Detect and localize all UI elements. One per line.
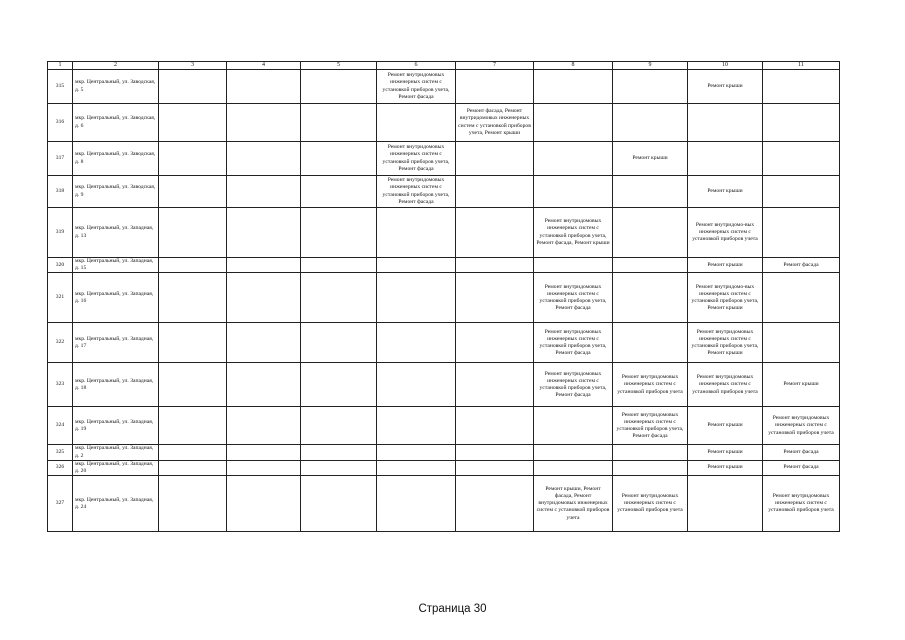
row-number-cell: 327	[48, 476, 73, 532]
work-cell-col7	[456, 323, 534, 363]
work-cell-col11	[763, 273, 840, 323]
work-cell-col9: Ремонт крыши	[613, 142, 688, 176]
column-number: 9	[613, 62, 688, 70]
work-cell-col5	[301, 258, 377, 273]
work-cell-col10: Ремонт внутридомовых инженерных систем с установкой приборов учета	[688, 363, 763, 407]
work-cell-col6	[377, 208, 456, 258]
table-row	[48, 363, 840, 407]
work-cell-col3	[159, 323, 227, 363]
work-cell-col11	[763, 176, 840, 208]
work-cell-col4	[227, 407, 301, 445]
work-cell-col8: Ремонт внутридомовых инженерных систем с установкой приборов учета, Ремонт фасада	[534, 273, 613, 323]
work-cell-col10: Ремонт внутридомовых инженерных систем с установкой приборов учета, Ремонт крыши	[688, 323, 763, 363]
work-cell-col8: Ремонт внутридомовых инженерных систем с установкой приборов учета, Ремонт фасада, Ремонт крыши	[534, 208, 613, 258]
work-cell-col3	[159, 460, 227, 475]
table-row	[48, 407, 840, 445]
work-cell-col4	[227, 273, 301, 323]
address-cell: мкр. Центральный, ул. Заводская, д. 9	[73, 176, 159, 208]
work-cell-col8	[534, 104, 613, 142]
table-row	[48, 445, 840, 460]
work-cell-col6: Ремонт внутридомовых инженерных систем с установкой приборов учета, Ремонт фасада	[377, 70, 456, 104]
work-cell-col5	[301, 176, 377, 208]
row-number-cell: 319	[48, 208, 73, 258]
work-cell-col3	[159, 142, 227, 176]
row-number-cell: 326	[48, 460, 73, 475]
work-cell-col6: Ремонт внутридомовых инженерных систем с установкой приборов учета, Ремонт фасада	[377, 142, 456, 176]
work-cell-col10	[688, 104, 763, 142]
address-cell: мкр. Центральный, ул. Западная, д. 2	[73, 445, 159, 460]
work-cell-col4	[227, 460, 301, 475]
row-number-cell: 315	[48, 70, 73, 104]
work-cell-col7	[456, 142, 534, 176]
column-number: 3	[159, 62, 227, 70]
work-cell-col6	[377, 460, 456, 475]
work-cell-col7	[456, 258, 534, 273]
work-cell-col7	[456, 445, 534, 460]
table-row	[48, 176, 840, 208]
address-cell: мкр. Центральный, ул. Западная, д. 20	[73, 460, 159, 475]
work-cell-col7	[456, 273, 534, 323]
column-number: 1	[48, 62, 73, 70]
row-number-cell: 320	[48, 258, 73, 273]
work-cell-col11	[763, 323, 840, 363]
work-cell-col4	[227, 70, 301, 104]
column-number: 11	[763, 62, 840, 70]
work-cell-col11: Ремонт внутридомовых инженерных систем с установкой приборов учета	[763, 476, 840, 532]
work-cell-col4	[227, 476, 301, 532]
work-cell-col9	[613, 460, 688, 475]
work-cell-col6	[377, 273, 456, 323]
column-number: 6	[377, 62, 456, 70]
work-cell-col9: Ремонт внутридомовых инженерных систем с установкой приборов учета	[613, 476, 688, 532]
work-cell-col11: Ремонт фасада	[763, 460, 840, 475]
table-row	[48, 273, 840, 323]
work-cell-col10: Ремонт внутридомо-вых инженерных систем с установкой приборов учета	[688, 208, 763, 258]
work-cell-col8	[534, 176, 613, 208]
work-cell-col11	[763, 142, 840, 176]
work-cell-col5	[301, 70, 377, 104]
work-cell-col10: Ремонт крыши	[688, 258, 763, 273]
work-cell-col8	[534, 445, 613, 460]
column-number: 10	[688, 62, 763, 70]
work-cell-col7: Ремонт фасада, Ремонт внутридомовых инженерных систем с установкой приборов учета, Ремонт крыши	[456, 104, 534, 142]
work-cell-col5	[301, 142, 377, 176]
work-cell-col7	[456, 407, 534, 445]
work-cell-col9	[613, 258, 688, 273]
work-cell-col5	[301, 460, 377, 475]
work-cell-col3	[159, 363, 227, 407]
address-cell: мкр. Центральный, ул. Западная, д. 16	[73, 273, 159, 323]
work-cell-col7	[456, 70, 534, 104]
work-cell-col5	[301, 273, 377, 323]
row-number-cell: 323	[48, 363, 73, 407]
work-cell-col4	[227, 142, 301, 176]
table-row	[48, 476, 840, 532]
row-number-cell: 325	[48, 445, 73, 460]
work-cell-col3	[159, 445, 227, 460]
work-cell-col3	[159, 176, 227, 208]
work-cell-col5	[301, 104, 377, 142]
work-cell-col11: Ремонт крыши	[763, 363, 840, 407]
work-cell-col10	[688, 476, 763, 532]
work-cell-col11	[763, 70, 840, 104]
work-cell-col11: Ремонт фасада	[763, 258, 840, 273]
address-cell: мкр. Центральный, ул. Заводская, д. 8	[73, 142, 159, 176]
work-cell-col9	[613, 176, 688, 208]
work-cell-col8	[534, 142, 613, 176]
column-number-row	[48, 62, 840, 70]
table-row	[48, 460, 840, 475]
work-cell-col10: Ремонт внутридомо-вых инженерных систем с установкой приборов учета, Ремонт крыши	[688, 273, 763, 323]
work-cell-col4	[227, 323, 301, 363]
row-number-cell: 316	[48, 104, 73, 142]
work-cell-col9: Ремонт внутридомовых инженерных систем с установкой приборов учета	[613, 363, 688, 407]
column-number: 2	[73, 62, 159, 70]
column-number: 7	[456, 62, 534, 70]
column-number: 5	[301, 62, 377, 70]
work-cell-col9: Ремонт внутридомовых инженерных систем с установкой приборов учета, Ремонт фасада	[613, 407, 688, 445]
table-row	[48, 208, 840, 258]
work-cell-col3	[159, 273, 227, 323]
work-cell-col4	[227, 104, 301, 142]
work-cell-col6	[377, 407, 456, 445]
work-cell-col9	[613, 273, 688, 323]
work-cell-col4	[227, 176, 301, 208]
page-number: Страница 30	[418, 603, 487, 615]
work-cell-col11	[763, 104, 840, 142]
table-row	[48, 104, 840, 142]
row-number-cell: 321	[48, 273, 73, 323]
table-row	[48, 258, 840, 273]
work-cell-col8	[534, 258, 613, 273]
work-cell-col9	[613, 445, 688, 460]
work-cell-col10: Ремонт крыши	[688, 445, 763, 460]
work-cell-col4	[227, 363, 301, 407]
address-cell: мкр. Центральный, ул. Западная, д. 19	[73, 407, 159, 445]
work-cell-col10: Ремонт крыши	[688, 407, 763, 445]
work-cell-col6	[377, 363, 456, 407]
work-cell-col8	[534, 460, 613, 475]
address-cell: мкр. Центральный, ул. Западная, д. 13	[73, 208, 159, 258]
work-cell-col7	[456, 176, 534, 208]
work-cell-col11: Ремонт фасада	[763, 445, 840, 460]
work-cell-col5	[301, 363, 377, 407]
work-cell-col11	[763, 208, 840, 258]
table-row	[48, 142, 840, 176]
address-cell: мкр. Центральный, ул. Заводская, д. 5	[73, 70, 159, 104]
work-cell-col3	[159, 104, 227, 142]
table-body	[48, 70, 840, 532]
work-cell-col9	[613, 70, 688, 104]
work-cell-col5	[301, 323, 377, 363]
work-cell-col6	[377, 104, 456, 142]
document-sheet	[47, 61, 840, 532]
work-cell-col6	[377, 476, 456, 532]
work-cell-col5	[301, 208, 377, 258]
work-cell-col9	[613, 323, 688, 363]
row-number-cell: 318	[48, 176, 73, 208]
work-cell-col10: Ремонт крыши	[688, 176, 763, 208]
work-cell-col9	[613, 104, 688, 142]
row-number-cell: 317	[48, 142, 73, 176]
address-cell: мкр. Центральный, ул. Западная, д. 15	[73, 258, 159, 273]
row-number-cell: 324	[48, 407, 73, 445]
work-cell-col6	[377, 258, 456, 273]
work-cell-col10: Ремонт крыши	[688, 460, 763, 475]
work-cell-col3	[159, 258, 227, 273]
work-cell-col6	[377, 445, 456, 460]
work-cell-col8	[534, 70, 613, 104]
work-cell-col10	[688, 142, 763, 176]
repair-schedule-table	[47, 61, 840, 532]
work-cell-col7	[456, 208, 534, 258]
work-cell-col7	[456, 476, 534, 532]
work-cell-col3	[159, 70, 227, 104]
column-number: 4	[227, 62, 301, 70]
work-cell-col5	[301, 445, 377, 460]
work-cell-col4	[227, 258, 301, 273]
work-cell-col8: Ремонт внутридомовых инженерных систем с установкой приборов учета, Ремонт фасада	[534, 323, 613, 363]
work-cell-col3	[159, 208, 227, 258]
work-cell-col4	[227, 208, 301, 258]
address-cell: мкр. Центральный, ул. Западная, д. 18	[73, 363, 159, 407]
work-cell-col4	[227, 445, 301, 460]
table-row	[48, 70, 840, 104]
work-cell-col5	[301, 407, 377, 445]
work-cell-col9	[613, 208, 688, 258]
work-cell-col8: Ремонт внутридомовых инженерных систем с установкой приборов учета, Ремонт фасада	[534, 363, 613, 407]
address-cell: мкр. Центральный, ул. Заводская, д. 6	[73, 104, 159, 142]
address-cell: мкр. Центральный, ул. Западная, д. 17	[73, 323, 159, 363]
work-cell-col8	[534, 407, 613, 445]
address-cell: мкр. Центральный, ул. Западная, д. 24	[73, 476, 159, 532]
work-cell-col6: Ремонт внутридомовых инженерных систем с установкой приборов учета, Ремонт фасада	[377, 176, 456, 208]
table-row	[48, 323, 840, 363]
work-cell-col11: Ремонт внутридомовых инженерных систем с установкой приборов учета	[763, 407, 840, 445]
work-cell-col6	[377, 323, 456, 363]
work-cell-col3	[159, 407, 227, 445]
work-cell-col7	[456, 363, 534, 407]
work-cell-col7	[456, 460, 534, 475]
work-cell-col5	[301, 476, 377, 532]
row-number-cell: 322	[48, 323, 73, 363]
column-number: 8	[534, 62, 613, 70]
work-cell-col3	[159, 476, 227, 532]
work-cell-col8: Ремонт крыши, Ремонт фасада, Ремонт внутридомовых инженерных систем с установкой приборов учета	[534, 476, 613, 532]
work-cell-col10: Ремонт крыши	[688, 70, 763, 104]
